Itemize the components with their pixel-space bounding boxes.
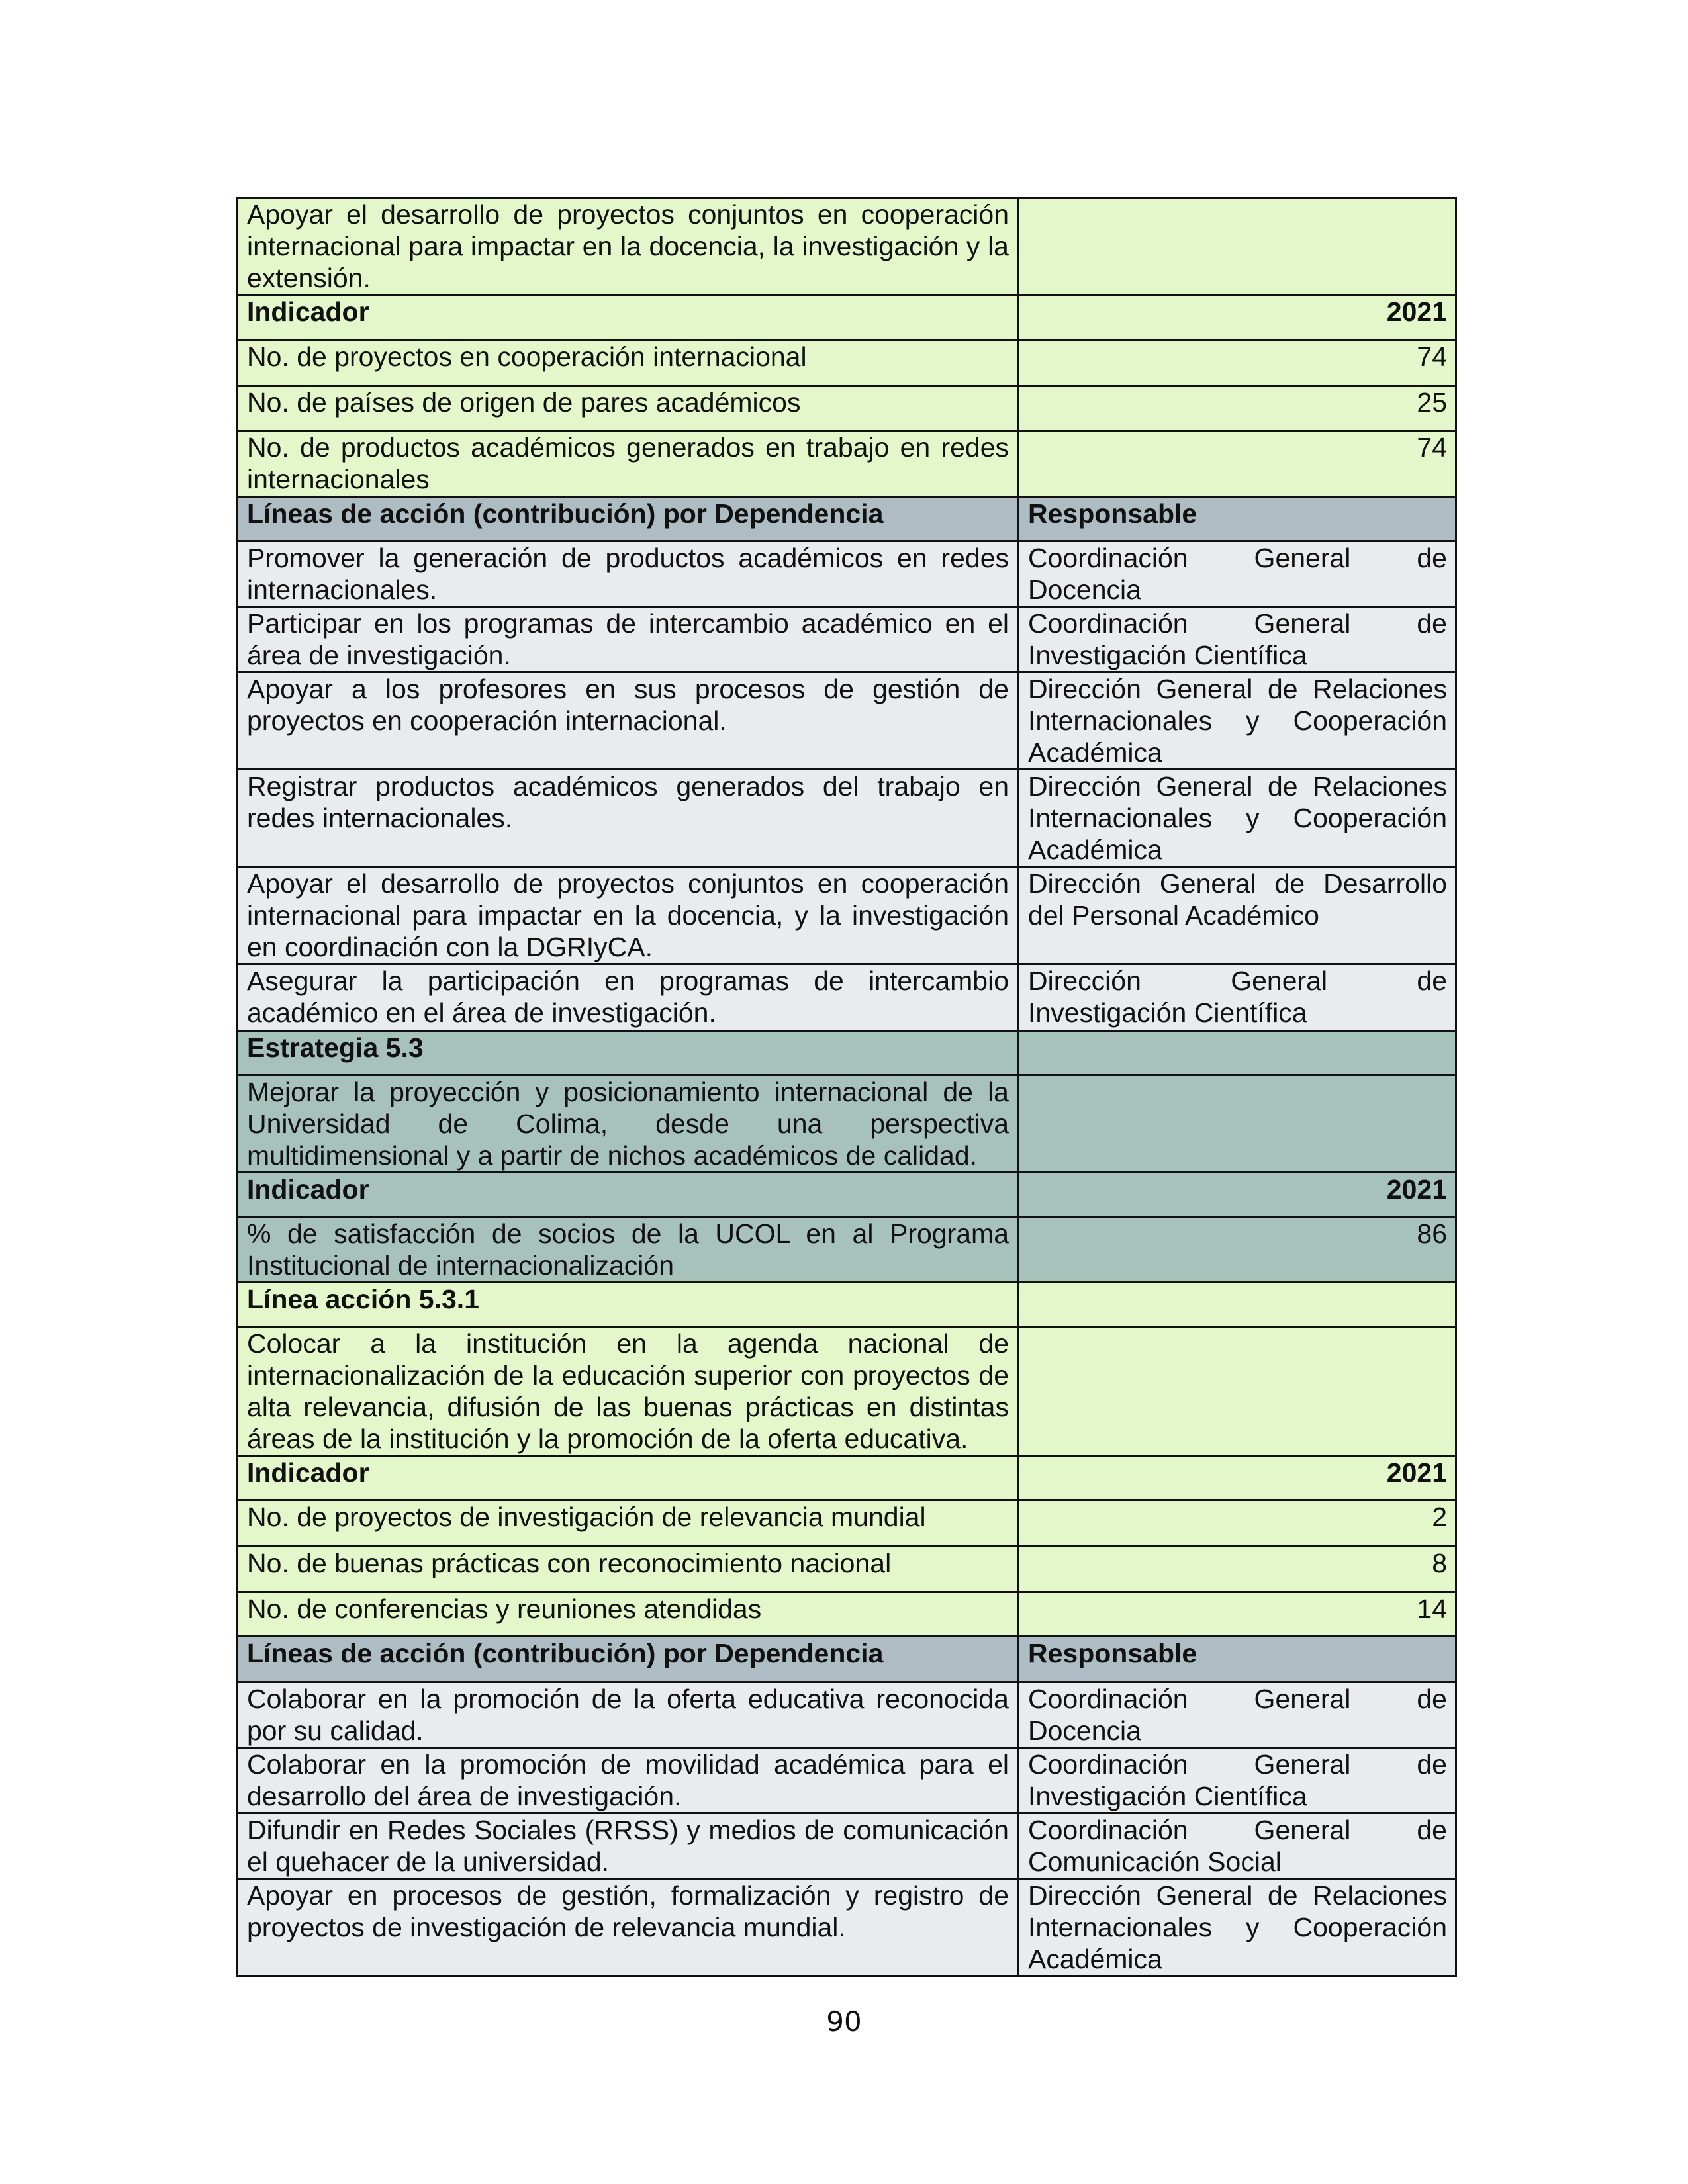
- indicator-label: No. de países de origen de pares académicos: [237, 386, 1018, 431]
- indicator-value: 25: [1018, 386, 1456, 431]
- action-row: [237, 867, 1456, 964]
- action-row: [237, 672, 1456, 770]
- action-text: Asegurar la participación en programas de intercambio académico en el área de investigación.: [237, 964, 1018, 1031]
- strategy-title: Estrategia 5.3: [237, 1031, 1018, 1075]
- action-responsible: Coordinación General de Comunicación Social: [1018, 1813, 1456, 1879]
- indicator-row: [237, 340, 1456, 386]
- action-line-description-right: [1018, 1327, 1456, 1456]
- action-row: [237, 1879, 1456, 1976]
- intro-text: Apoyar el desarrollo de proyectos conjuntos en cooperación internacional para impactar en la docencia, la investigación y la extensión.: [237, 198, 1018, 295]
- action-responsible: Dirección General de Desarrollo del Personal Académico: [1018, 867, 1456, 964]
- actions-header-left: Líneas de acción (contribución) por Dependencia: [237, 497, 1018, 541]
- actions-header-right: Responsable: [1018, 1637, 1456, 1682]
- action-text: Apoyar a los profesores en sus procesos de gestión de proyectos en cooperación internacional.: [237, 672, 1018, 770]
- intro-row: [237, 198, 1456, 295]
- indicator-header-label: Indicador: [237, 295, 1018, 340]
- page-number: 90: [826, 2005, 862, 2038]
- indicator-label: No. de productos académicos generados en trabajo en redes internacionales: [237, 431, 1018, 497]
- indicator-label: No. de proyectos de investigación de relevancia mundial: [237, 1500, 1018, 1547]
- strategy-title-right: [1018, 1031, 1456, 1075]
- action-text: Colaborar en la promoción de movilidad académica para el desarrollo del área de investigación.: [237, 1748, 1018, 1813]
- action-line-description: Colocar a la institución en la agenda nacional de internacionalización de la educación superior con proyectos de alta relevancia, difusión de las buenas prácticas en distintas áreas de la institución y la promoción de la oferta educativa.: [237, 1327, 1018, 1456]
- action-row: [237, 964, 1456, 1031]
- action-line-title: Línea acción 5.3.1: [237, 1283, 1018, 1327]
- indicator-value: 74: [1018, 340, 1456, 386]
- strategy-description-row: [237, 1075, 1456, 1173]
- indicator-header-label: Indicador: [237, 1173, 1018, 1217]
- strategy-title-row: [237, 1031, 1456, 1075]
- actions-header-row: [237, 1637, 1456, 1682]
- indicator-value: 86: [1018, 1217, 1456, 1283]
- planning-table: [236, 197, 1457, 1977]
- action-row: [237, 607, 1456, 672]
- actions-header-row: [237, 497, 1456, 541]
- indicator-label: No. de buenas prácticas con reconocimiento nacional: [237, 1547, 1018, 1592]
- action-responsible: Dirección General de Relaciones Internacionales y Cooperación Académica: [1018, 672, 1456, 770]
- strategy-description-right: [1018, 1075, 1456, 1173]
- action-responsible: Coordinación General de Investigación Científica: [1018, 607, 1456, 672]
- action-responsible: Coordinación General de Docencia: [1018, 1682, 1456, 1748]
- strategy-indicator-header-row: [237, 1173, 1456, 1217]
- action-row: [237, 1682, 1456, 1748]
- indicator-header-year: 2021: [1018, 1173, 1456, 1217]
- action-row: [237, 1748, 1456, 1813]
- indicator-label: % de satisfacción de socios de la UCOL en al Programa Institucional de internacionalización: [237, 1217, 1018, 1283]
- action-text: Promover la generación de productos académicos en redes internacionales.: [237, 541, 1018, 607]
- indicator-header-row: [237, 1456, 1456, 1500]
- indicator-value: 74: [1018, 431, 1456, 497]
- indicator-row: [237, 431, 1456, 497]
- indicator-label: No. de conferencias y reuniones atendidas: [237, 1592, 1018, 1637]
- indicator-row: [237, 1592, 1456, 1637]
- action-text: Colaborar en la promoción de la oferta educativa reconocida por su calidad.: [237, 1682, 1018, 1748]
- action-row: [237, 1813, 1456, 1879]
- action-responsible: Coordinación General de Docencia: [1018, 541, 1456, 607]
- action-line-title-row: [237, 1283, 1456, 1327]
- action-line-title-right: [1018, 1283, 1456, 1327]
- indicator-row: [237, 386, 1456, 431]
- indicator-header-year: 2021: [1018, 295, 1456, 340]
- indicator-value: 14: [1018, 1592, 1456, 1637]
- strategy-description: Mejorar la proyección y posicionamiento internacional de la Universidad de Colima, desde una perspectiva multidimensional y a partir de nichos académicos de calidad.: [237, 1075, 1018, 1173]
- action-text: Difundir en Redes Sociales (RRSS) y medios de comunicación el quehacer de la universidad.: [237, 1813, 1018, 1879]
- action-text: Apoyar en procesos de gestión, formalización y registro de proyectos de investigación de relevancia mundial.: [237, 1879, 1018, 1976]
- actions-header-left: Líneas de acción (contribución) por Dependencia: [237, 1637, 1018, 1682]
- indicator-row: [237, 1217, 1456, 1283]
- action-line-description-row: [237, 1327, 1456, 1456]
- indicator-header-label: Indicador: [237, 1456, 1018, 1500]
- action-responsible: Dirección General de Investigación Científica: [1018, 964, 1456, 1031]
- action-row: [237, 541, 1456, 607]
- indicator-label: No. de proyectos en cooperación internacional: [237, 340, 1018, 386]
- intro-right: [1018, 198, 1456, 295]
- indicator-row: [237, 1547, 1456, 1592]
- indicator-header-row: [237, 295, 1456, 340]
- action-responsible: Coordinación General de Investigación Científica: [1018, 1748, 1456, 1813]
- action-row: [237, 770, 1456, 867]
- action-text: Apoyar el desarrollo de proyectos conjuntos en cooperación internacional para impactar en la docencia, y la investigación en coordinación con la DGRIyCA.: [237, 867, 1018, 964]
- indicator-value: 2: [1018, 1500, 1456, 1547]
- action-text: Registrar productos académicos generados del trabajo en redes internacionales.: [237, 770, 1018, 867]
- indicator-row: [237, 1500, 1456, 1547]
- actions-header-right: Responsable: [1018, 497, 1456, 541]
- action-responsible: Dirección General de Relaciones Internacionales y Cooperación Académica: [1018, 1879, 1456, 1976]
- action-text: Participar en los programas de intercambio académico en el área de investigación.: [237, 607, 1018, 672]
- indicator-value: 8: [1018, 1547, 1456, 1592]
- indicator-header-year: 2021: [1018, 1456, 1456, 1500]
- action-responsible: Dirección General de Relaciones Internacionales y Cooperación Académica: [1018, 770, 1456, 867]
